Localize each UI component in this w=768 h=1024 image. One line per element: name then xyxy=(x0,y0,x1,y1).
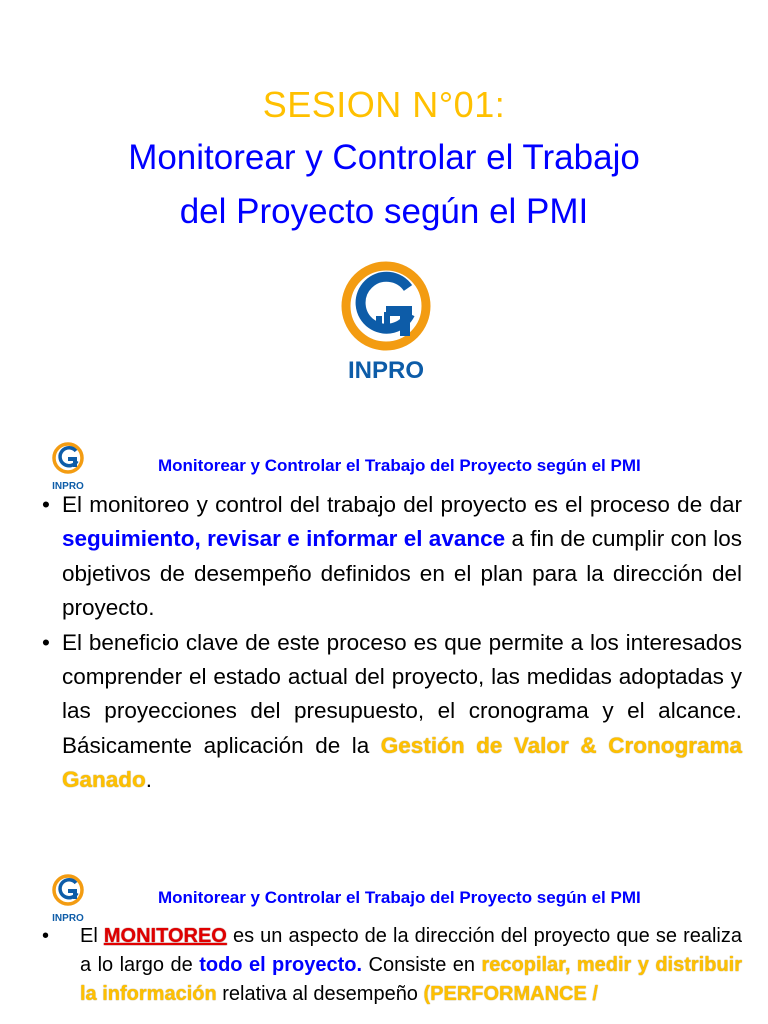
logo-building-left xyxy=(376,316,382,324)
logo-text: INPRO xyxy=(52,913,84,924)
highlight-text: MONITOREO xyxy=(103,925,227,947)
bullet-text: El monitoreo y control del trabajo del proyecto es el proceso de dar xyxy=(62,492,742,517)
bullet-item xyxy=(42,922,742,1009)
bullet-text: . xyxy=(145,767,153,793)
bullet-item xyxy=(42,626,742,798)
highlight-text: recopilar, medir y distribuir la información xyxy=(80,954,743,1005)
content-slide-1 xyxy=(0,410,768,850)
highlight-text: todo el proyecto. xyxy=(199,954,363,976)
logo-building-right xyxy=(384,312,390,324)
content-slide-2 xyxy=(0,850,768,1024)
bullet-list xyxy=(42,922,742,1009)
bullet-text: es un aspecto de la dirección del proyecto que se realiza a lo largo de xyxy=(80,925,743,976)
slide-title-line-2: del Proyecto según el PMI xyxy=(179,192,589,231)
bullet-text: a fin de cumplir con los objetivos de desempeño definidos en el plan para la dirección del proyecto. xyxy=(62,526,742,621)
inpro-logo xyxy=(324,258,448,382)
highlight-text: seguimiento, revisar e informar el avance xyxy=(62,526,506,552)
logo-g-stem xyxy=(400,306,410,336)
inpro-logo-small xyxy=(46,872,90,924)
highlight-text: (PERFORMANCE / xyxy=(423,983,598,1005)
bullet-text: El beneficio clave de este proceso es que permite a los interesados comprender el estado actual del proyecto, las medidas adoptadas y las proyecciones del presupuesto, el cronograma y el alcance. Básicamente aplicación de la xyxy=(62,629,742,758)
slide-header: Monitorear y Controlar el Trabajo del Proyecto según el PMI xyxy=(158,456,641,475)
slide-title-line-1: Monitorear y Controlar el Trabajo xyxy=(128,138,640,177)
logo-g-stem xyxy=(73,889,77,899)
inpro-logo-small xyxy=(46,440,90,492)
bullet-item xyxy=(42,488,742,626)
logo-g-stem xyxy=(73,457,77,467)
session-label: SESION N°01: xyxy=(262,84,506,125)
logo-text: INPRO xyxy=(52,481,84,492)
bullet-list xyxy=(42,488,742,798)
bullet-text: El xyxy=(80,925,104,947)
highlight-text: Gestión de Valor & Cronograma Ganado xyxy=(62,732,742,793)
bullet-text: relativa al desempeño xyxy=(216,983,424,1005)
slide-header: Monitorear y Controlar el Trabajo del Proyecto según el PMI xyxy=(158,888,641,907)
logo-text: INPRO xyxy=(347,357,425,382)
bullet-text: Consiste en xyxy=(362,954,482,976)
title-slide xyxy=(0,0,768,410)
